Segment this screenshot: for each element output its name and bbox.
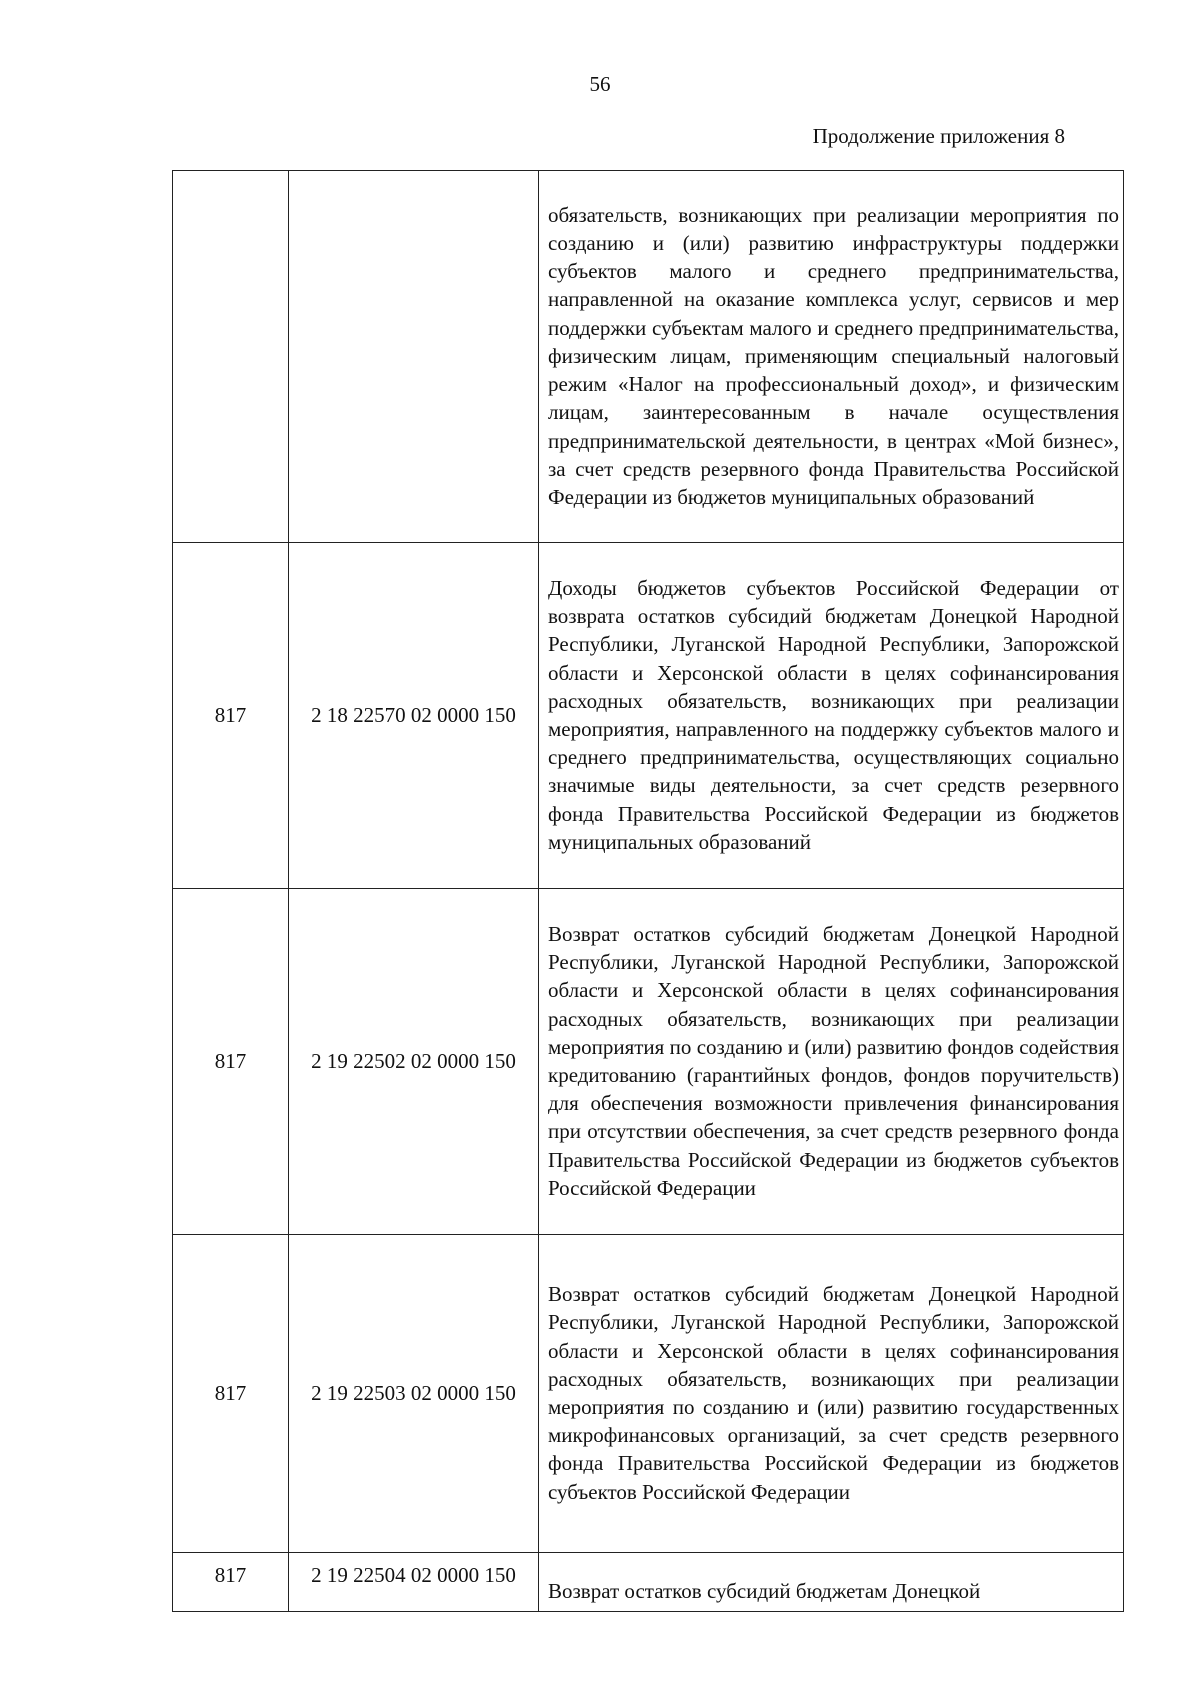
admin-code-cell: 817 <box>173 1553 289 1612</box>
budget-classification-code-cell: 2 19 22502 02 0000 150 <box>289 889 539 1235</box>
table-row <box>173 171 1124 543</box>
budget-codes-table <box>172 170 1124 1612</box>
table-row <box>173 543 1124 889</box>
description-cell: Возврат остатков субсидий бюджетам Донецкой <box>539 1553 1124 1612</box>
admin-code-cell: 817 <box>173 543 289 889</box>
table-row <box>173 1553 1124 1612</box>
description-cell: Возврат остатков субсидий бюджетам Донецкой Народной Республики, Луганской Народной Республики, Запорожской области и Херсонской области в целях софинансирования расходных обязательств, возникающих при реализации мероприятия по созданию и (или) развитию государственных микрофинансовых организаций, за счет средств резервного фонда Правительства Российской Федерации из бюджетов субъектов Российской Федерации <box>539 1235 1124 1553</box>
budget-classification-code-cell: 2 18 22570 02 0000 150 <box>289 543 539 889</box>
description-cell: Возврат остатков субсидий бюджетам Донецкой Народной Республики, Луганской Народной Республики, Запорожской области и Херсонской области в целях софинансирования расходных обязательств, возникающих при реализации мероприятия по созданию и (или) развитию фондов содействия кредитованию (гарантийных фондов, фондов поручительств) для обеспечения возможности привлечения финансирования при отсутствии обеспечения, за счет средств резервного фонда Правительства Российской Федерации из бюджетов субъектов Российской Федерации <box>539 889 1124 1235</box>
description-cell: Доходы бюджетов субъектов Российской Федерации от возврата остатков субсидий бюджетам Донецкой Народной Республики, Луганской Народной Республики, Запорожской области и Херсонской области в целях софинансирования расходных обязательств, возникающих при реализации мероприятия, направленного на поддержку субъектов малого и среднего предпринимательства, осуществляющих социально значимые виды деятельности, за счет средств резервного фонда Правительства Российской Федерации из бюджетов муниципальных образований <box>539 543 1124 889</box>
table-row <box>173 1235 1124 1553</box>
description-cell: обязательств, возникающих при реализации мероприятия по созданию и (или) развитию инфраструктуры поддержки субъектов малого и среднего предпринимательства, направленной на оказание комплекса услуг, сервисов и мер поддержки субъектам малого и среднего предпринимательства, физическим лицам, применяющим специальный налоговый режим «Налог на профессиональный доход», и физическим лицам, заинтересованным в начале осуществления предпринимательской деятельности, в центрах «Мой бизнес», за счет средств резервного фонда Правительства Российской Федерации из бюджетов муниципальных образований <box>539 171 1124 543</box>
admin-code-cell <box>173 171 289 543</box>
budget-classification-code-cell: 2 19 22504 02 0000 150 <box>289 1553 539 1612</box>
budget-classification-code-cell: 2 19 22503 02 0000 150 <box>289 1235 539 1553</box>
admin-code-cell: 817 <box>173 1235 289 1553</box>
table-row <box>173 889 1124 1235</box>
admin-code-cell: 817 <box>173 889 289 1235</box>
appendix-continuation-note: Продолжение приложения 8 <box>812 124 1065 148</box>
budget-classification-code-cell <box>289 171 539 543</box>
page-number: 56 <box>589 72 611 96</box>
